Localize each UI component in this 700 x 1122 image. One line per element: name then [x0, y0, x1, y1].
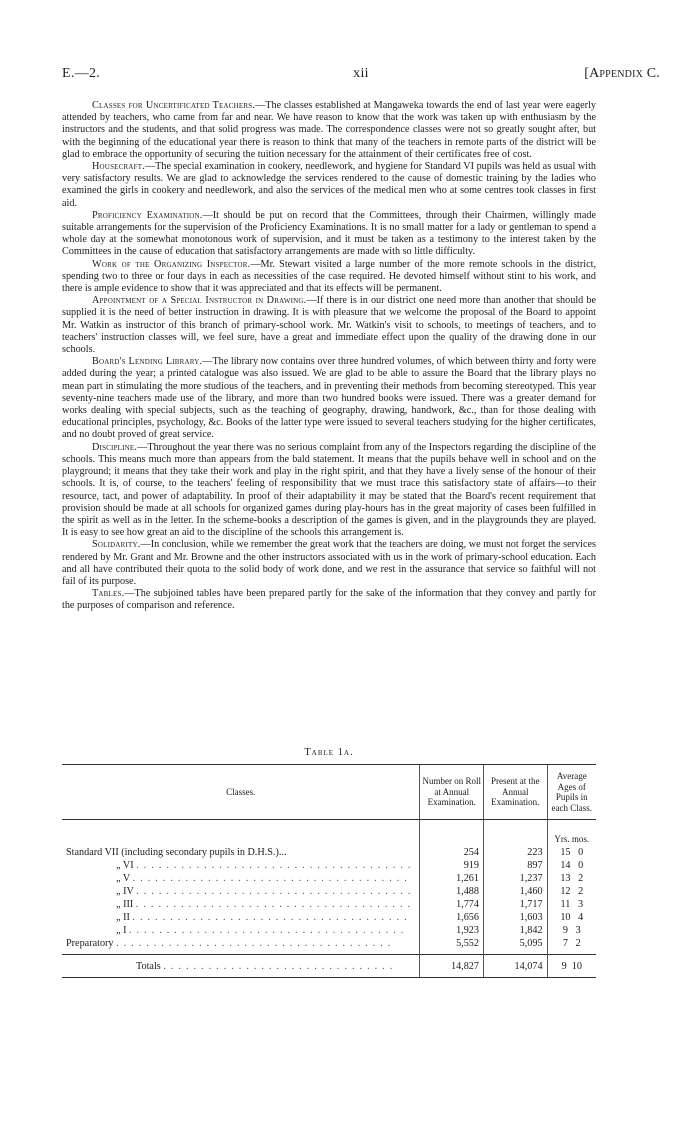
age-units: Yrs. mos.: [547, 820, 596, 847]
leader-dots: .....................................: [135, 899, 416, 910]
totals-label-text: Totals: [136, 960, 161, 972]
totals-roll: 14,827: [420, 955, 484, 978]
class-label-text: „ III: [116, 899, 134, 910]
paragraph-text: —Mr. Stewart visited a large number of the more remote schools in the district, spending two to three or four days in each as necessities of the case required. He devoted himself without stint to his work, and there is ample evidence to show that it was appreciated and that its effects will be permanent.: [62, 258, 596, 295]
paragraph-text: —It should be put on record that the Committees, through their Chairmen, willingly made suitable arrangements for the supervision of the Proficiency Examinations. It is no small matter for a lady or gentleman to spend a whole day at the somewhat monotonous work of supervision, and it must be taken as a testimony to the interest taken by the Committees in the cause of education that satisfactory arrangements are made with so little difficulty.: [62, 209, 596, 258]
table-row: [62, 937, 596, 950]
present-value: 5,095: [483, 937, 547, 950]
age-years: 11: [560, 899, 571, 910]
table-header-row: [62, 765, 596, 820]
class-label: [62, 872, 420, 885]
totals-average-age: [547, 955, 596, 978]
age-months: 0: [578, 860, 584, 871]
average-age: [547, 846, 596, 859]
page-header: [62, 66, 660, 84]
paragraph-text: —The classes established at Mangaweka towards the end of last year were eagerly attended by teachers, who came from far and near. We have reason to know that the work was taken up with enthusiasm by the instructors and the students, and that solid progress was made. The correspondence classes were not so greatly sought after, but with the beginning of the educational year there is reason to think that many of the teachers in remote parts of the district will be glad to embrace the opportunity of securing the tuition necessary for the attainment of their certificates free of cost.: [62, 100, 597, 160]
paragraph-text: —If there is in our district one need more than another that should be supplied it is the need of better instruction in drawing. It is with pleasure that we welcome the proposal of the Board to appoint Mr. Watkin as instructor of this branch of primary-school work. Mr. Watkin's visit to schools, to meetings of teachers, and to teachers' instruction classes will, we feel sure, have a great and immediate effect upon the quality of the drawing done in our schools.: [62, 295, 596, 356]
average-age: [547, 898, 596, 911]
table-row: [62, 924, 596, 937]
age-months: 2: [578, 873, 584, 884]
class-label-text: „ V: [116, 873, 131, 884]
paragraph-heading: Discipline.: [92, 441, 138, 453]
header-reference: E.—2.: [62, 66, 101, 81]
average-age: [547, 911, 596, 924]
age-months: 2: [575, 938, 581, 949]
age-years: 9: [561, 960, 567, 972]
roll-value: 1,488: [420, 885, 484, 898]
age-years: 9: [562, 925, 568, 936]
present-value: 897: [483, 859, 547, 872]
present-value: 1,717: [483, 898, 547, 911]
class-label: [62, 885, 420, 898]
leader-dots: .....................................: [136, 860, 416, 871]
age-months: 2: [578, 886, 584, 897]
present-value: 1,842: [483, 924, 547, 937]
class-label-text: „ IV: [116, 886, 134, 897]
age-years: 13: [560, 873, 571, 884]
leader-dots: ...............................: [163, 960, 398, 972]
paragraph-solidarity: [62, 539, 596, 588]
paragraph-lending-library: [62, 356, 596, 441]
class-label-text: Preparatory: [66, 938, 114, 949]
table-row: [62, 859, 596, 872]
class-label-text: „ II: [116, 912, 130, 923]
paragraph-proficiency: [62, 210, 596, 259]
units-row: [62, 820, 596, 847]
age-months: 3: [575, 925, 581, 936]
leader-dots: .....................................: [132, 873, 412, 884]
paragraph-tables: [62, 588, 596, 612]
age-years: 7: [562, 938, 568, 949]
header-ages: Average Ages of Pupils in each Class.: [547, 765, 596, 820]
class-label-text: „ I: [116, 925, 127, 936]
paragraph-drawing-instructor: [62, 295, 596, 356]
age-months: 0: [578, 847, 584, 858]
paragraph-text: —The special examination in cookery, needlework, and hygiene for Standard VI pupils was held as usual with very satisfactory results. We are glad to acknowledge the services rendered to the cause of domestic training by the ladies who examined the girls in cookery and needlework, and also the services of the medical men who at some centres took classes in first aid.: [62, 161, 596, 209]
paragraph-heading: Work of the Organizing Inspector.: [92, 258, 251, 270]
table-row: [62, 911, 596, 924]
paragraph-heading: Solidarity.: [92, 539, 141, 551]
table-row: [62, 898, 596, 911]
paragraph-heading: Appointment of a Special Instructor in Drawing.: [92, 295, 307, 307]
age-years: 10: [560, 912, 571, 923]
header-present: Present at the Annual Examination.: [483, 765, 547, 820]
present-value: 1,460: [483, 885, 547, 898]
totals-label: [62, 955, 420, 978]
paragraph-heading: Housecraft.: [92, 161, 145, 173]
header-appendix: [Appendix C.: [584, 66, 660, 81]
totals-row: [62, 955, 596, 978]
table-row: [62, 872, 596, 885]
leader-dots: .....................................: [136, 886, 416, 897]
age-years: 14: [560, 860, 571, 871]
paragraph-heading: Classes for Uncertificated Teachers.: [92, 100, 256, 111]
paragraph-text: —Throughout the year there was no serious complaint from any of the Inspectors regarding the discipline of the schools. This means much more than appears from the bald statement. It means that the pupils behave well in school and on the playground; it means that they take their work and play in the right spirit, and that they have a lively sense of the honour of their schools. It is, of course, to the teachers' feeling of responsibility that we must trace this satisfactory state of affairs—to their resource, tact, and power of adaptability. In proof of their adaptability it may be stated that the Board's recent requirement that provision should be made at all schools for organized games during play-hours has in the great majority of cases been fulfilled in the spirit as well as in the letter. In the scheme-books a description of the games is given, and in the playgrounds they are played. It is easy to see how great an aid to the discipline of the schools this arrangement is.: [62, 441, 596, 539]
age-months: 3: [577, 899, 584, 910]
attendance-table: [62, 764, 596, 978]
header-roll: Number on Roll at Annual Examination.: [420, 765, 484, 820]
age-years: 15: [560, 847, 571, 858]
table-title: [62, 747, 596, 758]
paragraph-text: —In conclusion, while we remember the great work that the teachers are doing, we must not forget the services rendered by Mr. Grant and Mr. Browne and the other instructors associated with us in the work of primary-school education. Each and all have contributed their quota to the solid body of work done, and we rest in the assurance that service so faithful will not fail of its purpose.: [62, 539, 596, 587]
roll-value: 1,261: [420, 872, 484, 885]
average-age: [547, 937, 596, 950]
class-label: [62, 898, 420, 911]
paragraph-classes-uncertificated: [62, 100, 596, 161]
paragraph-heading: Tables.: [92, 588, 125, 600]
header-classes: Classes.: [62, 765, 420, 820]
class-label-text: „ VI: [116, 860, 134, 871]
paragraph-housecraft: [62, 161, 596, 210]
paragraph-discipline: [62, 442, 596, 540]
class-label: [62, 924, 420, 937]
age-months: 10: [571, 960, 582, 972]
roll-value: 919: [420, 859, 484, 872]
table-row: [62, 846, 596, 859]
average-age: [547, 885, 596, 898]
paragraph-organizing-inspector: [62, 259, 596, 296]
average-age: [547, 859, 596, 872]
roll-value: 1,923: [420, 924, 484, 937]
page-number: xii: [353, 66, 369, 81]
average-age: [547, 872, 596, 885]
paragraph-heading: Proficiency Examination.: [92, 209, 203, 221]
paragraph-text: —The library now contains over three hundred volumes, of which between thirty and forty were added during the year; a printed catalogue was also issued. We are glad to be able to assure the Board that the library plays no mean part in stimulating the more studious of the teachers, and in preventing their methods from becoming stereotyped. This year seventy-nine teachers made use of the library, and more than two hundred books were issued. There was a greater demand for works dealing with special subjects, such as the teaching of geography, drawing, handwork, &c., than for those dealing with educational principles, psychology, &c. Books of the latter type were issued to several teachers studying for the higher certificates, and no doubt proved of great service.: [62, 356, 596, 441]
average-age: [547, 924, 596, 937]
paragraph-heading: Board's Lending Library.: [92, 356, 203, 368]
class-label: Standard VII (including secondary pupils in D.H.S.)...: [66, 847, 287, 858]
class-label: [62, 911, 420, 924]
leader-dots: .....................................: [132, 912, 412, 923]
roll-value: 254: [420, 846, 484, 859]
roll-value: 1,656: [420, 911, 484, 924]
table-title-text: Table 1a.: [304, 747, 354, 758]
report-body: [62, 100, 596, 613]
class-label: [62, 937, 420, 950]
age-years: 12: [560, 886, 571, 897]
totals-present: 14,074: [483, 955, 547, 978]
present-value: 1,237: [483, 872, 547, 885]
leader-dots: .....................................: [116, 938, 396, 949]
leader-dots: .....................................: [129, 925, 409, 936]
roll-value: 1,774: [420, 898, 484, 911]
present-value: 223: [483, 846, 547, 859]
present-value: 1,603: [483, 911, 547, 924]
paragraph-text: —The subjoined tables have been prepared partly for the sake of the information that they convey and partly for the purposes of comparison and reference.: [62, 588, 596, 612]
age-months: 4: [578, 912, 584, 923]
roll-value: 5,552: [420, 937, 484, 950]
table-row: [62, 885, 596, 898]
class-label: [62, 859, 420, 872]
